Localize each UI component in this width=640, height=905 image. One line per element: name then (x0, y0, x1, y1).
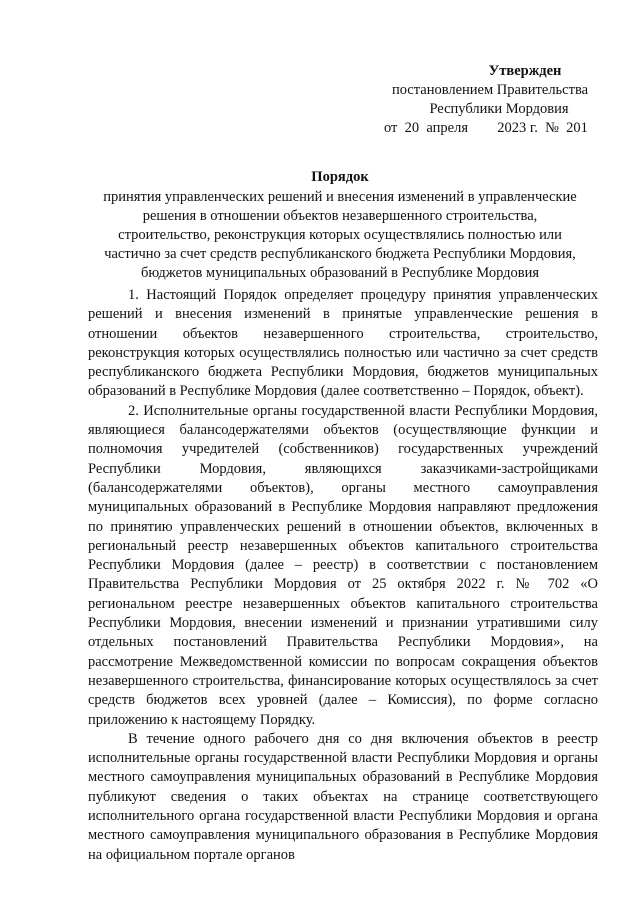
paragraph-3: В течение одного рабочего дня со дня включения объектов в реестр исполнительные органы государственной власти Республики Мордовия и органы местного самоуправления муниципальных образований в Республике Мордовия публикуют сведения о таких объектах на странице соответствующего исполнительного органа государственной власти Республики Мордовия и органа местного самоуправления муниципального образования в Республике Мордовия на официальном портале органов (88, 730, 598, 863)
approval-number: 201 (566, 120, 588, 136)
paragraph-2: 2. Исполнительные органы государственной власти Республики Мордовия, являющиеся балансодержателями объектов (осуществляющие функции и полномочия учредителей (собственников) государственных учреждений Республики Мордовия, являющихся заказчиками-застройщиками (балансодержателями объектов), органы местного самоуправления муниципальных образований в Республике Мордовия направляют предложения по принятию управленческих решений в отношении объектов, включенных в региональный реестр незавершенных объектов капитального строительства Республики Мордовия (далее – реестр) в соответствии с постановлением Правительства Республики Мордовия от 25 октября 2022 г. № 702 «О региональном реестре незавершенных объектов капитального строительства Республики Мордовия, внесении изменений и признании утратившими силу отдельных постановлений Правительства Республики Мордовия», на рассмотрение Межведомственной комиссии по вопросам сокращения объектов незавершенного строительства, финансирование которых осуществлялось за счет средств бюджетов всех уровней (далее – Комиссия), по форме согласно приложению к настоящему Порядку. (88, 402, 598, 728)
approval-stamp (360, 62, 610, 138)
approval-month: апреля (426, 120, 469, 136)
approval-heading: Утвержден (488, 63, 562, 79)
approval-number-sign: № (545, 120, 559, 136)
paragraph-1: 1. Настоящий Порядок определяет процедуру принятия управленческих решений и внесения изменений в принятые управленческие решения в отношении объектов незавершенного строительства, строительство, реконструкция которых осуществлялись полностью или частично за счет средств республиканского бюджета Республики Мордовия, бюджетов муниципальных образований в Республике Мордовия (далее соответственно – Порядок, объект). (88, 287, 598, 400)
subtitle-line: частично за счет средств республиканского бюджета Республики Мордовия, (104, 246, 576, 262)
approval-date-line (360, 119, 610, 138)
document-title: Порядок (311, 169, 369, 185)
approval-day: 20 (404, 120, 420, 136)
approval-line-government: постановлением Правительства (391, 82, 589, 98)
subtitle-line: решения в отношении объектов незавершенного строительства, (142, 208, 538, 224)
subtitle-line: строительство, реконструкция которых осуществлялись полностью или (118, 227, 562, 243)
approval-date-prefix: от (384, 120, 398, 136)
document-title-block (80, 168, 600, 283)
subtitle-line: бюджетов муниципальных образований в Республике Мордовия (140, 265, 540, 281)
subtitle-line: принятия управленческих решений и внесения изменений в управленческие (103, 189, 577, 205)
approval-line-republic: Республики Мордовия (429, 101, 569, 117)
document-body (88, 286, 598, 865)
approval-year: 2023 г. (497, 120, 538, 136)
